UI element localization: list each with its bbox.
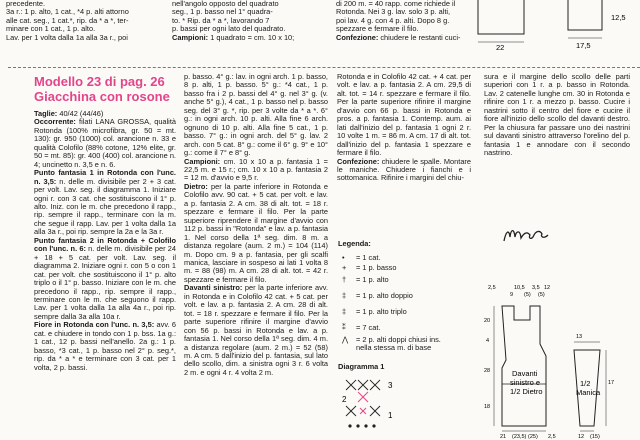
dim-label: (25) bbox=[528, 434, 538, 440]
double-crochet-symbol-icon: † bbox=[342, 275, 347, 284]
legend-text: = 1 p. alto triplo bbox=[356, 307, 407, 316]
previous-schematic bbox=[476, 0, 640, 66]
dim-label: (15) bbox=[590, 434, 600, 440]
text-line: Rotonda. Nei 3 g. lav. solo 3 p. alti, bbox=[336, 7, 451, 17]
dim-label: 28 bbox=[484, 368, 491, 374]
paragraph bbox=[34, 118, 176, 169]
legend-row bbox=[342, 292, 413, 301]
para-text: 40/42 (44/46) bbox=[57, 109, 104, 118]
paragraph bbox=[184, 73, 328, 158]
legend-title: Legenda: bbox=[338, 239, 371, 248]
text-line: p. bassi per ogni lato del quadrato. bbox=[172, 24, 286, 34]
para-label: Dietro: bbox=[184, 181, 208, 191]
para-text: filati LANA GROSSA, qualità Rotonda (100% microfibra, gr. 50 = mt. 130): gr. 950 (1000) col. arancione n. 33 e qualità Colofilo (88% cotone, 12% elite, gr. 50 = mt. 85): gr. 400 (400) col. arancione n. 4; uncinetto n. 3,5 e n. 6. bbox=[34, 117, 176, 169]
text-line: to. * Rip. da * a *, lavorando 7 bbox=[172, 15, 270, 25]
dim-label: 2,5 bbox=[488, 285, 496, 291]
legend bbox=[338, 240, 478, 390]
diagram-title: Diagramma 1 bbox=[338, 362, 385, 371]
text-line: spezzare e fermare il filo. bbox=[336, 24, 419, 34]
model-title: Modello 23 di pag. 26 bbox=[34, 74, 165, 89]
text-line: nell'angolo opposto del quadrato bbox=[172, 0, 279, 8]
text-line: alle cat. seg., 1 cat.*, rip. da * a *, ter- bbox=[6, 15, 129, 25]
chain-dot bbox=[372, 424, 375, 427]
text-line: minare con 1 cat., 1 p. alto. bbox=[6, 24, 96, 34]
schematic-box bbox=[478, 0, 524, 34]
label: Confezione: bbox=[336, 32, 379, 42]
paragraph bbox=[337, 73, 471, 158]
dim-label: 18 bbox=[484, 404, 491, 410]
dim-label: 12 bbox=[544, 285, 551, 291]
garment-schematic bbox=[470, 280, 640, 440]
dim-label: (5) bbox=[524, 292, 531, 298]
chain-dot bbox=[356, 424, 359, 427]
para-text: per la parte inferiore avv. in Rotonda e in Colofilo 42 cat. + 5 cat. per volt. e lav. a p. fantasia 2. A cm. 28 di alt. tot. = 18 r. spezzare e fermare il filo. Per la parte superiore rifinire il margine d'avvio con 56 p. bassi in Rotonda e lav. a p. fantasia 1. Nel corso della 1ª seg. dim. 4 m. a distanza regolare (aum. 2 m.) = 52 (58) m. A cm. 5 dall'inizio del p. fantasia, sul lato dello scollo, dim. a sinistra ogni 3 r. 6 volta 2 m. e ogni 4 r. 4 volta 2 m. bbox=[184, 283, 328, 377]
legend-text: = 1 p. alto bbox=[356, 275, 389, 284]
para-label: Confezione: bbox=[337, 156, 380, 166]
diagram-1 bbox=[338, 372, 428, 440]
piece-label: Davanti bbox=[512, 369, 538, 378]
para-label: Taglie: bbox=[34, 109, 58, 118]
piece-label: sinistro e bbox=[510, 378, 541, 387]
chain-symbol-icon: • bbox=[342, 253, 345, 262]
treble-symbol-icon: ‡ bbox=[342, 291, 347, 300]
column-4 bbox=[484, 73, 630, 158]
dim-label: 9 bbox=[510, 292, 514, 298]
dim-label: 10,5 bbox=[514, 285, 525, 291]
para-text: n. delle m. divisibile per 24 + 18 + 5 cat. per volt. Lav. seg. il diagramma 2. Iniziare ogni r. con 5 o con 1 cat. per volt. che sostituiscono il 1° p. alto triplo o il 1° p. basso. Iniziare con le m. che precedono il rapp., rip. sempre il rapp., terminare con le m. che seguono il rapp. Lav. per 1 volta dalla 1a alla 4a r., poi rip. sempre dalla 3a alla 10a r. bbox=[34, 244, 176, 321]
paragraph bbox=[34, 321, 176, 372]
paragraph bbox=[337, 158, 471, 183]
para-text: avv. 6 cat. e chiudere in tondo con 1 p. bss. 1a g.: 1 cat., 12 p. bassi nell'anello. 2a g.: 1 p. basso, *3 cat., 1 p. basso nel 2° p. seg.*, rip. da * a * e terminare con 3 cat. per 1 volta, 2 p. bassi. bbox=[34, 320, 176, 372]
paragraph bbox=[34, 237, 176, 322]
text-line bbox=[336, 34, 468, 42]
column-2 bbox=[184, 73, 328, 377]
text-line: di 200 m. = 40 rapp. come richiede il bbox=[336, 0, 456, 8]
paragraph bbox=[184, 158, 328, 183]
text-line: Lav. per 1 volta dalla 1a alla 3a r., poi bbox=[6, 32, 128, 42]
para-label: Davanti sinistro: bbox=[184, 283, 243, 293]
legend-text-continued: nella stessa m. di base bbox=[356, 343, 432, 352]
dim-label: 12 bbox=[578, 434, 585, 440]
section-divider bbox=[8, 67, 640, 68]
para-label: Punto fantasia 2 in Rotonda + Colofilo con l'unc. n. 6: bbox=[34, 235, 176, 254]
dim-label: 21 bbox=[500, 434, 507, 440]
label: Campioni: bbox=[172, 32, 209, 42]
paragraph bbox=[34, 169, 176, 237]
front-piece-outline bbox=[502, 306, 546, 426]
previous-pattern-section bbox=[0, 0, 640, 66]
model-heading bbox=[34, 74, 170, 104]
legend-row bbox=[342, 276, 389, 285]
dim-label: 3,5 bbox=[532, 285, 540, 291]
dimension-label: 22 bbox=[496, 43, 505, 52]
prev-col3 bbox=[336, 0, 468, 42]
single-crochet-symbol-icon: + bbox=[342, 263, 347, 272]
text: chiudere le restanti cuci- bbox=[378, 32, 461, 42]
row-number: 3 bbox=[388, 381, 393, 390]
model-subtitle: Giacchina con rosone bbox=[34, 89, 170, 104]
row-number: 1 bbox=[388, 411, 393, 420]
chain-dot bbox=[348, 424, 351, 427]
seven-chain-symbol-icon: ⁑ bbox=[342, 323, 346, 332]
text: 1 quadrato = cm. 10 x 10; bbox=[208, 32, 295, 42]
paragraph bbox=[484, 73, 630, 158]
paragraph bbox=[184, 183, 328, 284]
text-line: seg., 1 p. basso nel 1° quadra- bbox=[172, 7, 273, 17]
text-line: poi lav. 4 g. con 4 p. alti. Dopo 8 g. bbox=[336, 15, 450, 25]
dim-label: 4 bbox=[486, 338, 490, 344]
legend-text: = 2 p. alti doppi chiusi ins. bbox=[356, 335, 441, 344]
column-1 bbox=[34, 110, 176, 372]
para-label: Punto fantasia 1 in Rotonda con l'unc. n. 3,5: bbox=[34, 168, 176, 186]
para-text: p. basso. 4° g.: lav. in ogni arch. 1 p. basso, 8 p. alti, 1 p. basso. 5° g.: *4 cat., 1 p. basso fra i 2 p. bassi del 4° g. nel 3° g. (v. anche 5° g.), 4 cat., 1 p. basso nel p. basso seg. del 3° g. *, rip. per 3 volte da * a *. 6° g.: in ogni arch. 10 p. alti. Alla fine 6 arch. ognuno di 10 p. alti. Alla fine 5 cat., 1 p. basso. 7° g.: in ogni arch. del 5° g. lav. 2 arch. con 5 cat. 8° g.: come il 6° g. 9° e 10° g.: come il 7° e 8° g. bbox=[184, 72, 328, 158]
prev-col2 bbox=[172, 0, 320, 42]
para-label: Occorrente: bbox=[34, 117, 76, 127]
prev-col1 bbox=[6, 0, 156, 42]
piece-label: 1/2 Dietro bbox=[510, 387, 543, 396]
cluster-symbol-icon: ⋀ bbox=[342, 335, 349, 344]
dimension-label: 17,5 bbox=[576, 41, 591, 50]
dim-label: 2,5 bbox=[548, 434, 556, 440]
para-label: Fiore in Rotonda con l'unc. n. 3,5: bbox=[34, 320, 155, 330]
row-number: 2 bbox=[342, 395, 347, 404]
signature-stroke bbox=[504, 231, 548, 241]
paragraph bbox=[184, 284, 328, 377]
dim-label: 13 bbox=[576, 334, 583, 340]
piece-label: Manica bbox=[576, 388, 601, 397]
para-text: n. delle m. divisibile per 2 + 3 cat. per volt. Lav. seg. il diagramma 1. Iniziare ogni r. con 3 cat. che sostituiscono il 1° p. alto. Iniz. con le m. che precedono il rapp., rip. sempre il rapp., terminare con la m. che segue il rapp. Lav. per 1 volta dalla 1a alla 3a r., poi rip. sempre la 2a e la 3a r. bbox=[34, 176, 177, 237]
dimension-label: 12,5 bbox=[611, 13, 626, 22]
dim-label: 17 bbox=[608, 380, 615, 386]
legend-text: = 1 cat. bbox=[356, 253, 381, 262]
para-text: chiudere le spalle. Montare le maniche. Chiudere i fianchi e i sottomanica. Rifinire i margini del chiu- bbox=[337, 156, 471, 183]
para-text: cm. 10 x 10 a p. fantasia 1 = 22,5 m. e 15 r.; cm. 10 x 10 a p. fantasia 2 = 12 m. d'avvio e 9,5 r. bbox=[184, 156, 328, 183]
legend-row bbox=[342, 308, 407, 317]
piece-label: 1/2 bbox=[580, 379, 591, 388]
signature-image bbox=[500, 223, 560, 249]
text-line bbox=[172, 34, 320, 42]
legend-text: = 1 p. alto doppio bbox=[356, 291, 413, 300]
chain-dot bbox=[364, 424, 367, 427]
dim-label: (23,5) bbox=[512, 434, 527, 440]
triple-treble-symbol-icon: ‡ bbox=[342, 307, 347, 316]
legend-row bbox=[342, 324, 380, 333]
para-text: sura e il margine dello scollo delle parti superiori con 1 r. a p. basso in Rotonda. Lav. 2 catenelle lunghe cm. 30 in Rotonda e rifinire con 1 r. a mezzo p. basso. Cucire i nastrini sotto il centro del fiore e cucire il fiore all'inizio dello scollo del davanti destro. Per la chiusura far passare uno dei nastrini sul davanti sinistro attraverso l'orelino del p. fantasia 1 e annodare con il secondo nastrino. bbox=[484, 72, 630, 158]
legend-row bbox=[342, 264, 396, 273]
dim-label: 20 bbox=[484, 318, 491, 324]
text-line: 3a r.: 1 p. alto, 1 cat., *4 p. alti attorno bbox=[6, 7, 129, 17]
schematic-box bbox=[568, 0, 602, 30]
column-3 bbox=[337, 73, 471, 183]
text-line: precedente. bbox=[6, 0, 46, 8]
dim-label: (5) bbox=[538, 292, 545, 298]
para-label: Campioni: bbox=[184, 156, 221, 166]
legend-text: = 1 p. basso bbox=[356, 263, 397, 272]
legend-text: = 7 cat. bbox=[356, 323, 381, 332]
legend-row bbox=[342, 254, 380, 263]
para-text: Rotonda e in Colofilo 42 cat. + 4 cat. per volt. e lav. a p. fantasia 2. A cm. 29,5 di alt. tot. = 14 r. spezzare e fermare il filo. Per la parte superiore rifinire il margine d'avvio con 66 p. bassi in Rotonda e pros. a p. fantasia 1. Contemp. aum. ai lati dall'inizio del p. fantasia 1 ogni 2 r. 10 volte 1 m. = 86 m. A cm. 17 di alt. tot. dall'inizio del p. fantasia 1 spezzare e fermare il filo. bbox=[337, 72, 471, 158]
para-text: per la parte inferiore in Rotonda e Colofilo avv. 90 cat. + 5 cat. per volt. e lav. a p. fantasia 2. A cm. 38 di alt. tot. = 18 r. spezzare e fermare il filo. Per la parte superiore riprendere il margine d'avvio con 112 p. bassi in "Rotonda" e lav. a p. fantasia 1. Nel corso della 1ª seg. dim. 8 m. a distanza regolare (aum. 2 m.) = 104 (114) m. Dopo cm. 9 a p. fantasia, per gli scalfi manica, lasciare in sospeso ai lati 1 volta 8 m. = 88 (98) m. A cm. 28 di alt. tot. = 42 r. spezzare e fermare il filo. bbox=[184, 181, 328, 284]
